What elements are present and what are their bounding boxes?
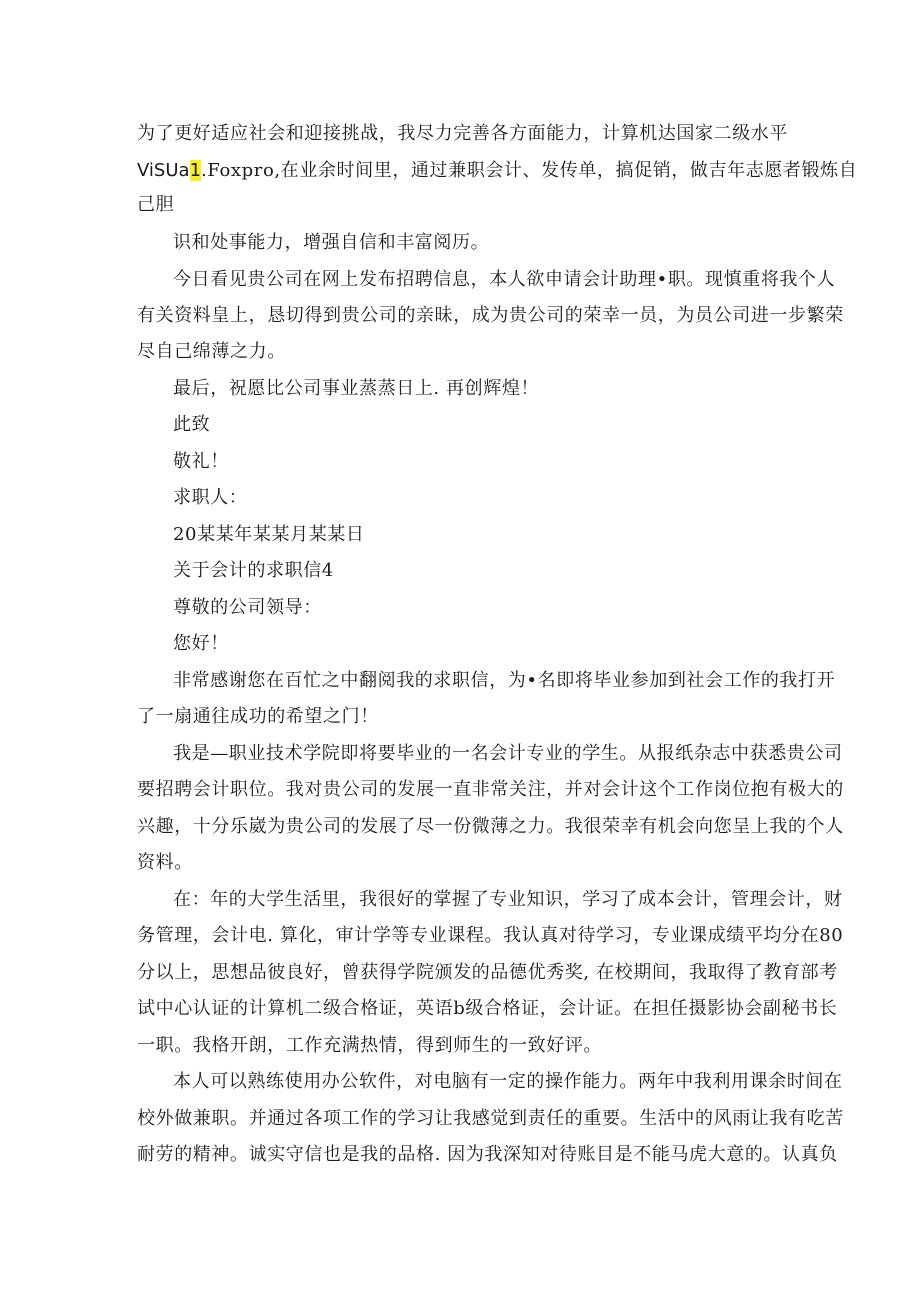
text-fragment: ViSUa [137, 160, 190, 181]
text-line: 了一扇通往成功的希望之门！ [137, 706, 379, 727]
text-line: 为了更好适应社会和迎接挑战，我尽力完善各方面能力，计算机达国家二级水平 [137, 123, 788, 144]
text-line: 20某某年某某月某某日 [173, 524, 365, 545]
text-line: 试中心认证的计算机二级合格证，英语b级合格证，会计证。在担任摄影协会副秘书长 [137, 998, 838, 1019]
text-line: 非常感谢您在百忙之中翻阅我的求职信，为•名即将毕业参加到社会工作的我打开 [173, 670, 836, 691]
text-line: 尊敬的公司领导： [173, 597, 322, 618]
text-line: 兴趣，十分乐崴为贵公司的发展了尽一份微薄之力。我很荣幸有机会向您呈上我的个人 [137, 816, 844, 837]
text-line: 耐劳的精神。诚实守信也是我的品格. 因为我深知对待账目是不能马虎大意的。认真负 [137, 1144, 838, 1165]
text-line: 尽自己绵薄之力。 [137, 341, 286, 362]
text-line [137, 159, 857, 183]
text-line: 务管理，会计电. 算化，审计学等专业课程。我认真对待学习，专业课成绩平均分在80 [137, 925, 844, 946]
text-fragment: .Foxpro,在业余时间里，通过兼职会计、发传单，搞促销，做吉年志愿者锻炼自 [201, 160, 858, 181]
text-line: 敬礼！ [173, 451, 229, 472]
text-line: 识和处事能力，增强自信和丰富阅历。 [173, 232, 490, 253]
text-line: 己胆 [137, 194, 175, 215]
text-line: 求职人： [173, 487, 248, 508]
text-line: 校外做兼职。并通过各项工作的学习让我感觉到责任的重要。生活中的风雨让我有吃苦 [137, 1108, 844, 1129]
text-line: 最后，祝愿比公司事业蒸蒸日上. 再创辉煌！ [173, 378, 540, 399]
text-line: 您好！ [173, 633, 229, 654]
text-line: 关于会计的求职信4 [173, 560, 334, 581]
highlighted-text: 1 [189, 160, 202, 181]
text-line: 此致 [173, 414, 211, 435]
text-line: 本人可以熟练使用办公软件，对电脑有一定的操作能力。两年中我利用课余时间在 [173, 1071, 843, 1092]
text-line: 一职。我格开朗，工作充满热情，得到师生的一致好评。 [137, 1035, 602, 1056]
text-line: 在：年的大学生活里，我很好的掌握了专业知识，学习了成本会计，管理会计，财 [173, 889, 843, 910]
text-line: 资料。 [137, 852, 193, 873]
text-line: 有关资料皇上，恳切得到贵公司的亲昧，成为贵公司的荣幸一员，为员公司进一步繁荣 [137, 305, 844, 326]
text-line: 我是—职业技术学院即将要毕业的一名会计专业的学生。从报纸杂志中获悉贵公司 [173, 743, 843, 764]
text-line: 分以上，思想品彼良好，曾获得学院颁发的品德优秀奖, 在校期间，我取得了教育部考 [137, 962, 838, 983]
text-line: 今日看见贵公司在网上发布招聘信息，本人欲申请会计助理•职。现慎重将我个人 [173, 269, 836, 290]
text-line: 要招聘会计职位。我对贵公司的发展一直非常关注，并对会计这个工作岗位抱有极大的 [137, 779, 844, 800]
